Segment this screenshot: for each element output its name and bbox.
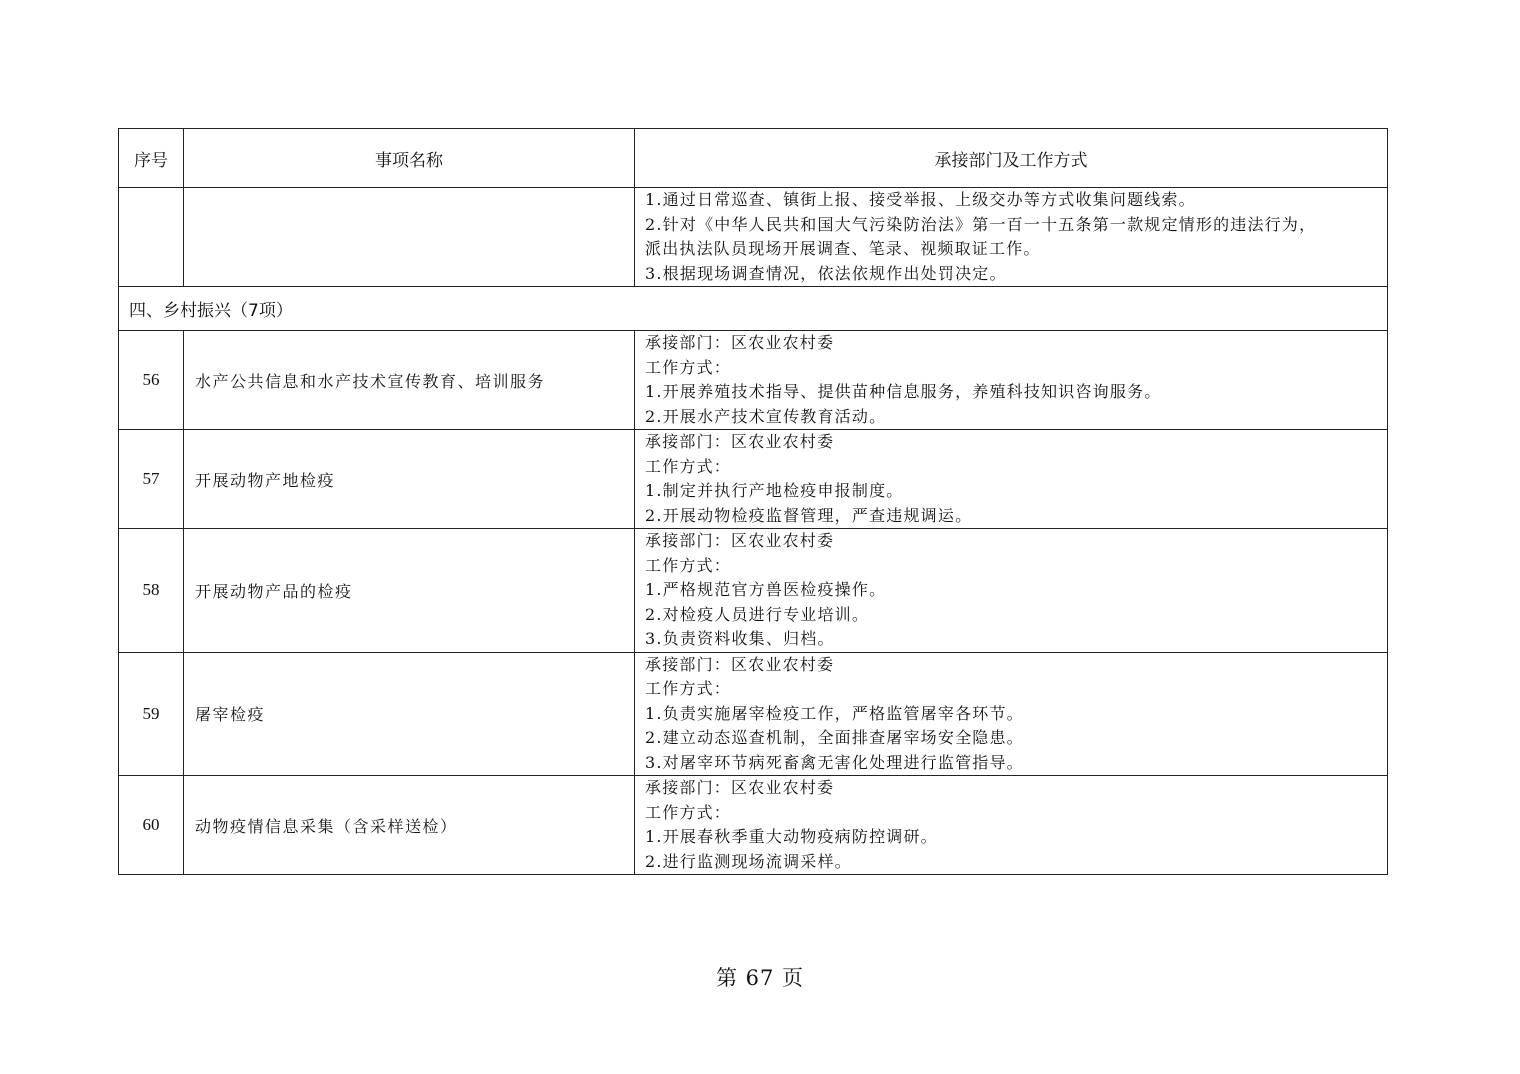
table-row bbox=[119, 652, 1388, 776]
table-row bbox=[119, 529, 1388, 653]
method-line: 工作方式： bbox=[645, 357, 732, 377]
method-line: 3.负责资料收集、归档。 bbox=[645, 629, 835, 648]
method-line: 3.对屠宰环节病死畜禽无害化处理进行监管指导。 bbox=[645, 752, 1024, 772]
cell-item-name: 开展动物产地检疫 bbox=[184, 430, 635, 529]
cell-item-name: 水产公共信息和水产技术宣传教育、培训服务 bbox=[184, 331, 635, 430]
table-row bbox=[119, 430, 1388, 529]
method-line: 派出执法队员现场开展调查、笔录、视频取证工作。 bbox=[645, 239, 1041, 258]
method-line: 2.开展水产技术宣传教育活动。 bbox=[645, 406, 887, 426]
cell-serial-number: 60 bbox=[119, 776, 184, 875]
header-serial-number: 序号 bbox=[119, 129, 184, 188]
table-row bbox=[119, 331, 1388, 430]
method-line: 承接部门：区农业农村委 bbox=[645, 778, 835, 797]
cell-item-name: 开展动物产品的检疫 bbox=[184, 529, 635, 653]
method-line: 2.对检疫人员进行专业培训。 bbox=[645, 604, 870, 624]
items-table bbox=[118, 128, 1388, 875]
method-line: 2.针对《中华人民共和国大气污染防治法》第一百一十五条第一款规定情形的违法行为， bbox=[645, 214, 1317, 234]
cell-serial-number: 58 bbox=[119, 529, 184, 653]
cell-serial-number: 57 bbox=[119, 430, 184, 529]
page-number: 第 67 页 bbox=[715, 966, 805, 990]
method-line: 1.开展养殖技术指导、提供苗种信息服务，养殖科技知识咨询服务。 bbox=[645, 382, 1162, 401]
method-line: 承接部门：区农业农村委 bbox=[645, 432, 835, 451]
cell-serial-number: 59 bbox=[119, 652, 184, 776]
table-row bbox=[119, 776, 1388, 875]
cell-department-method bbox=[635, 331, 1388, 430]
method-line: 1.制定并执行产地检疫申报制度。 bbox=[645, 481, 904, 500]
cell-department-method bbox=[635, 430, 1388, 529]
cell-item-name: 动物疫情信息采集（含采样送检） bbox=[184, 776, 635, 875]
method-line: 1.通过日常巡查、镇街上报、接受举报、上级交办等方式收集问题线索。 bbox=[645, 190, 1196, 209]
cell-department-method bbox=[635, 652, 1388, 776]
cell-item-name bbox=[184, 188, 635, 287]
cell-department-method bbox=[635, 529, 1388, 653]
method-line: 工作方式： bbox=[645, 555, 732, 575]
method-line: 2.建立动态巡查机制，全面排查屠宰场安全隐患。 bbox=[645, 728, 1024, 747]
cell-department-method bbox=[635, 776, 1388, 875]
method-line: 工作方式： bbox=[645, 456, 732, 476]
method-line: 工作方式： bbox=[645, 679, 732, 698]
section-row bbox=[119, 287, 1388, 331]
method-line: 承接部门：区农业农村委 bbox=[645, 333, 835, 352]
method-line: 工作方式： bbox=[645, 802, 732, 822]
method-line: 1.开展春秋季重大动物疫病防控调研。 bbox=[645, 827, 938, 846]
method-line: 1.负责实施屠宰检疫工作，严格监管屠宰各环节。 bbox=[645, 703, 1024, 723]
cell-item-name: 屠宰检疫 bbox=[184, 652, 635, 776]
method-line: 2.进行监测现场流调采样。 bbox=[645, 851, 852, 871]
method-line: 承接部门：区农业农村委 bbox=[645, 531, 835, 550]
method-line: 2.开展动物检疫监督管理，严查违规调运。 bbox=[645, 505, 973, 525]
method-line: 承接部门：区农业农村委 bbox=[645, 654, 835, 674]
header-item-name: 事项名称 bbox=[184, 129, 635, 188]
section-title: 四、乡村振兴（7项） bbox=[119, 287, 1388, 331]
method-line: 3.根据现场调查情况，依法依规作出处罚决定。 bbox=[645, 263, 1007, 283]
cell-department-method bbox=[635, 188, 1388, 287]
method-line: 1.严格规范官方兽医检疫操作。 bbox=[645, 580, 887, 599]
header-department-method: 承接部门及工作方式 bbox=[635, 129, 1388, 188]
cell-serial-number: 56 bbox=[119, 331, 184, 430]
table-header-row bbox=[119, 129, 1388, 188]
cell-serial-number bbox=[119, 188, 184, 287]
table-row-continued bbox=[119, 188, 1388, 287]
